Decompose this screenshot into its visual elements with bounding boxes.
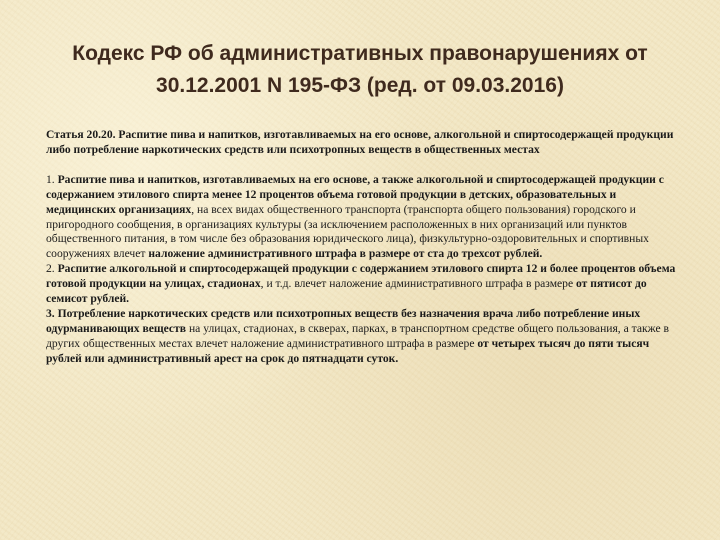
part-2-offense: Распитие алкогольной и спиртосодержащей продукции с содержанием этилового спирта 12 и более процентов объема готовой продукции на улицах, стадионах (46, 262, 676, 291)
part-1-number: 1. (46, 172, 58, 186)
part-2-number: 2. (46, 262, 58, 276)
article-part-1 (46, 173, 676, 262)
part-2-details: , и т.д. влечет наложение административного штрафа в размере (260, 277, 577, 291)
page-title-line-1: Кодекс РФ об административных правонарушениях от (72, 42, 648, 65)
article-part-3 (46, 307, 676, 367)
page-title (30, 38, 690, 102)
part-1-penalty: наложение административного штрафа в размере от ста до трехсот рублей. (148, 247, 543, 261)
document-body (46, 128, 676, 367)
article-heading: Статья 20.20. Распитие пива и напитков, изготавливаемых на его основе, алкогольной и спиртосодержащей продукции либо потребление наркотических средств или психотропных веществ в общественных местах (46, 128, 674, 156)
article-part-2 (46, 262, 676, 307)
page-title-line-2: 30.12.2001 N 195-ФЗ (ред. от 09.03.2016) (156, 74, 564, 97)
part-2-penalty: от пятисот до семисот рублей. (46, 277, 647, 306)
part-3-offense: Потребление наркотических средств или психотропных веществ без назначения врача либо потребление иных одурманивающих веществ (46, 306, 641, 335)
part-1-details: , на всех видах общественного транспорта (транспорта общего пользования) городского и пригородного сообщения, в организациях культуры (за исключением расположенных в них организаций или пунктов общественного питания, в том числе без образования юридического лица), физкультурно-оздоровительных и спортивных сооружениях влечет (46, 202, 649, 261)
part-3-number: 3. (46, 306, 58, 320)
part-1-offense: Распитие пива и напитков, изготавливаемых на его основе, а также алкогольной и спиртосодержащей продукции с содержанием этилового спирта менее 12 процентов объема готовой продукции в детских, образовательных и медицинских организациях (46, 172, 664, 216)
part-3-details: на улицах, стадионах, в скверах, парках, в транспортном средстве общего пользования, а также в других общественных местах влечет наложение административного штрафа в размере (46, 321, 670, 350)
paragraph-spacer (46, 158, 676, 173)
part-3-penalty: от четырех тысяч до пяти тысяч рублей или административный арест на срок до пятнадцати суток. (46, 336, 650, 365)
